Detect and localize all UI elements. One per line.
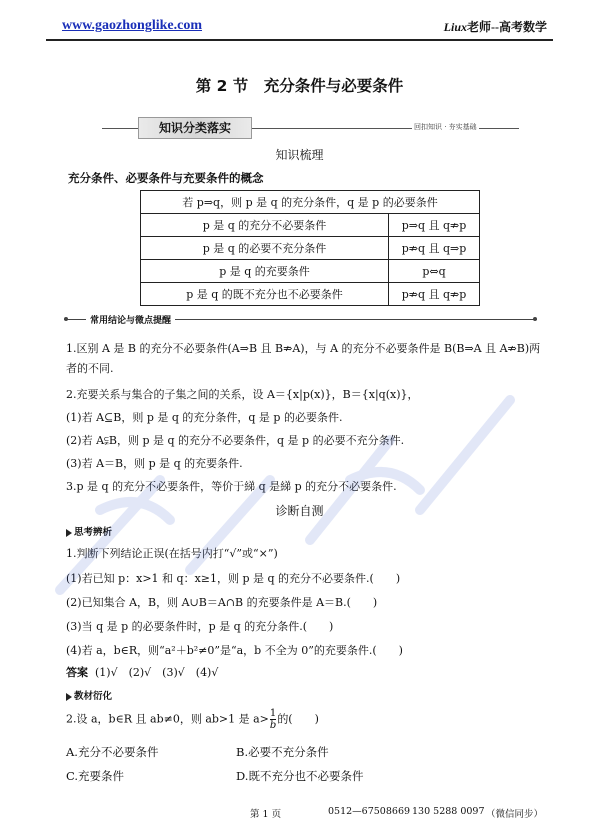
section-banner: 知识分类落实	[138, 117, 252, 139]
table-cell: p 是 q 的充要条件	[141, 260, 389, 283]
table-row	[141, 237, 480, 260]
question-line: 1.判断下列结论正误(在括号内打“√”或“×”)	[66, 547, 278, 560]
table-row	[141, 260, 480, 283]
table-row	[141, 191, 480, 214]
think-heading-label: 思考辨析	[74, 527, 113, 538]
conclusion-line: (3)若 A＝B，则 p 是 q 的充要条件.	[66, 457, 243, 470]
option-d: D.既不充分也不必要条件	[236, 769, 364, 783]
answer-line	[66, 664, 218, 680]
conclusion-line: (1)若 A⊆B，则 p 是 q 的充分条件，q 是 p 的必要条件.	[66, 411, 343, 424]
textbook-heading-label: 教材衍化	[74, 691, 113, 702]
subheading-review: 知识梳理	[275, 148, 324, 162]
section2-heading: 常用结论与微点提醒	[86, 313, 175, 326]
textbook-heading	[66, 688, 112, 702]
conclusion-line: 者的不同.	[66, 362, 114, 375]
brand-suffix: 老师--高考数学	[467, 20, 547, 34]
answer-label: 答案	[66, 666, 88, 679]
q2-frac-num: 1	[269, 708, 277, 719]
bullet-dot-icon	[64, 317, 68, 321]
triangle-bullet-icon	[66, 693, 72, 701]
footer-note: （微信同步）	[486, 809, 544, 820]
q2-frac-den: b	[269, 720, 277, 731]
conclusion-line: 3.p 是 q 的充分不必要条件，等价于綈 q 是綈 p 的充分不必要条件.	[66, 480, 397, 493]
question2-line	[66, 708, 319, 731]
table-cell: p⇔q	[389, 260, 480, 283]
option-b: B.必要不充分条件	[236, 745, 329, 759]
brand-label	[444, 18, 547, 35]
website-link[interactable]: www.gaozhonglike.com	[62, 18, 202, 33]
q2-stem-suffix: 的( )	[277, 712, 319, 726]
footer-phone-1: 0512—67508669	[328, 806, 411, 817]
conclusion-line: 2.充要关系与集合的子集之间的关系，设 A＝{x|p(x)}，B＝{x|q(x)}，	[66, 388, 419, 401]
table-cell: p 是 q 的必要不充分条件	[141, 237, 389, 260]
subheading-self-test: 诊断自测	[275, 504, 324, 518]
table-cell: p⇒q 且 q⇏p	[389, 214, 480, 237]
concept-heading: 充分条件、必要条件与充要条件的概念	[68, 171, 264, 185]
question-line: (3)当 q 是 p 的必要条件时，p 是 q 的充分条件.( )	[66, 620, 334, 633]
conclusion-line: 1.区别 A 是 B 的充分不必要条件(A⇒B 且 B⇏A)，与 A 的充分不必要条件是 B(B⇒A 且 A⇏B)两	[66, 342, 541, 355]
footer-phone-2: 130 5288 0097	[412, 806, 485, 817]
q2-stem-prefix: 2.设 a，b∈R 且 ab≠0，则 ab>1 是 a>	[66, 712, 269, 726]
option-a: A.充分不必要条件	[66, 745, 159, 759]
think-heading	[66, 524, 112, 538]
page-number: 第 1 页	[250, 809, 282, 820]
table-cell: p⇏q 且 q⇏p	[389, 283, 480, 306]
option-c: C.充要条件	[66, 769, 125, 783]
conclusion-line: (2)若 A⫋B，则 p 是 q 的充分不必要条件，q 是 p 的必要不充分条件.	[66, 434, 405, 447]
table-cell: p⇏q 且 q⇒p	[389, 237, 480, 260]
table-cell: 若 p⇒q，则 p 是 q 的充分条件，q 是 p 的必要条件	[141, 191, 480, 214]
table-cell: p 是 q 的充分不必要条件	[141, 214, 389, 237]
brand-prefix: Liux	[443, 20, 467, 34]
header-divider	[46, 39, 553, 41]
question-line: (2)已知集合 A，B，则 A∪B＝A∩B 的充要条件是 A＝B.( )	[66, 596, 378, 609]
question-line: (4)若 a，b∈R，则“a²＋b²≠0”是“a，b 不全为 0”的充要条件.( )	[66, 644, 403, 657]
bullet-dot-icon	[533, 317, 537, 321]
table-row	[141, 283, 480, 306]
page-title: 第 2 节 充分条件与必要条件	[195, 77, 404, 95]
concept-table	[140, 190, 480, 306]
answer-text: (1)√ (2)√ (3)√ (4)√	[95, 666, 219, 679]
table-row	[141, 214, 480, 237]
question-line: (1)若已知 p：x>1 和 q：x≥1，则 p 是 q 的充分不必要条件.( )	[66, 572, 401, 585]
q2-fraction	[270, 708, 276, 731]
banner-note: 回扣知识 · 夯实基础	[414, 123, 477, 131]
triangle-bullet-icon	[66, 529, 72, 537]
table-cell: p 是 q 的既不充分也不必要条件	[141, 283, 389, 306]
